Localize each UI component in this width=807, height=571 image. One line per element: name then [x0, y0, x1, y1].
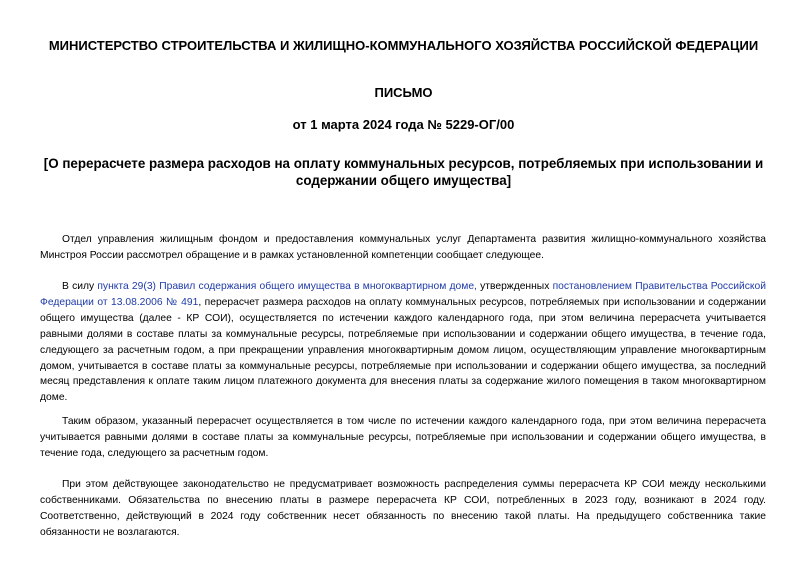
paragraph-legal-basis: [40, 279, 766, 406]
ministry-title: МИНИСТЕРСТВО СТРОИТЕЛЬСТВА И ЖИЛИЩНО-КОММУНАЛЬНОГО ХОЗЯЙСТВА РОССИЙСКОЙ ФЕДЕРАЦИИ: [48, 38, 759, 53]
paragraph-intro: Отдел управления жилищным фондом и предоставления коммунальных услуг Департамента развития жилищно-коммунального хозяйства Минстроя России рассмотрел обращение и в рамках установленной компетенции сообщает следующее.: [40, 234, 766, 261]
link-government-decree[interactable]: постановлением Правительства Российской Федерации от 13.08.2006 № 491: [40, 281, 766, 308]
paragraph-text: , перерасчет размера расходов на оплату коммунальных ресурсов, потребляемых при использовании и содержании общего имущества (далее - КР СОИ), осуществляется по истечении каждого календарного года, при этом величина перерасчета учитывается равными долями в составе платы за коммунальные ресурсы, потребляемые при использовании и содержании общего имущества, в течение года, следующего за расчетным годом, а при прекращении управления многоквартирным домом лицом, осуществляющим управление многоквартирным домом, учитывается в составе платы за коммунальные ресурсы, потребляемые при использовании и содержании общего имущества, за последний месяц представления к оплате таким лицом платежного документа для внесения платы за содержание жилого помещения в таком многоквартирном доме.: [40, 296, 767, 404]
paragraph-conclusion: Таким образом, указанный перерасчет осуществляется в том числе по истечении каждого календарного года, при этом величина перерасчета учитывается равными долями в составе платы за коммунальные ресурсы, потребляемые при использовании и содержании общего имущества, в течение года, следующего за расчетным годом.: [40, 416, 766, 459]
paragraph-text: утвержденных: [476, 281, 553, 292]
paragraph-text: В силу: [62, 281, 98, 292]
document-type: ПИСЬМО: [374, 85, 433, 100]
link-rules-clause[interactable]: пункта 29(3) Правил содержания общего имущества в многоквартирном доме,: [97, 281, 477, 292]
paragraph-ownership: При этом действующее законодательство не предусматривает возможность распределения суммы перерасчета КР СОИ между несколькими собственниками. Обязательства по внесению платы в размере перерасчета КР СОИ, потребленных в 2023 году, возникают в 2024 году. Соответственно, действующий в 2024 году собственник несет обязанность по внесению такой платы. На предыдущего собственника такие обязанности не возлагаются.: [40, 479, 766, 538]
document-subject: [О перерасчете размера расходов на оплату коммунальных ресурсов, потребляемых при использовании и содержании общего имущества]: [43, 156, 764, 188]
document-number: от 1 марта 2024 года № 5229-ОГ/00: [292, 117, 515, 132]
